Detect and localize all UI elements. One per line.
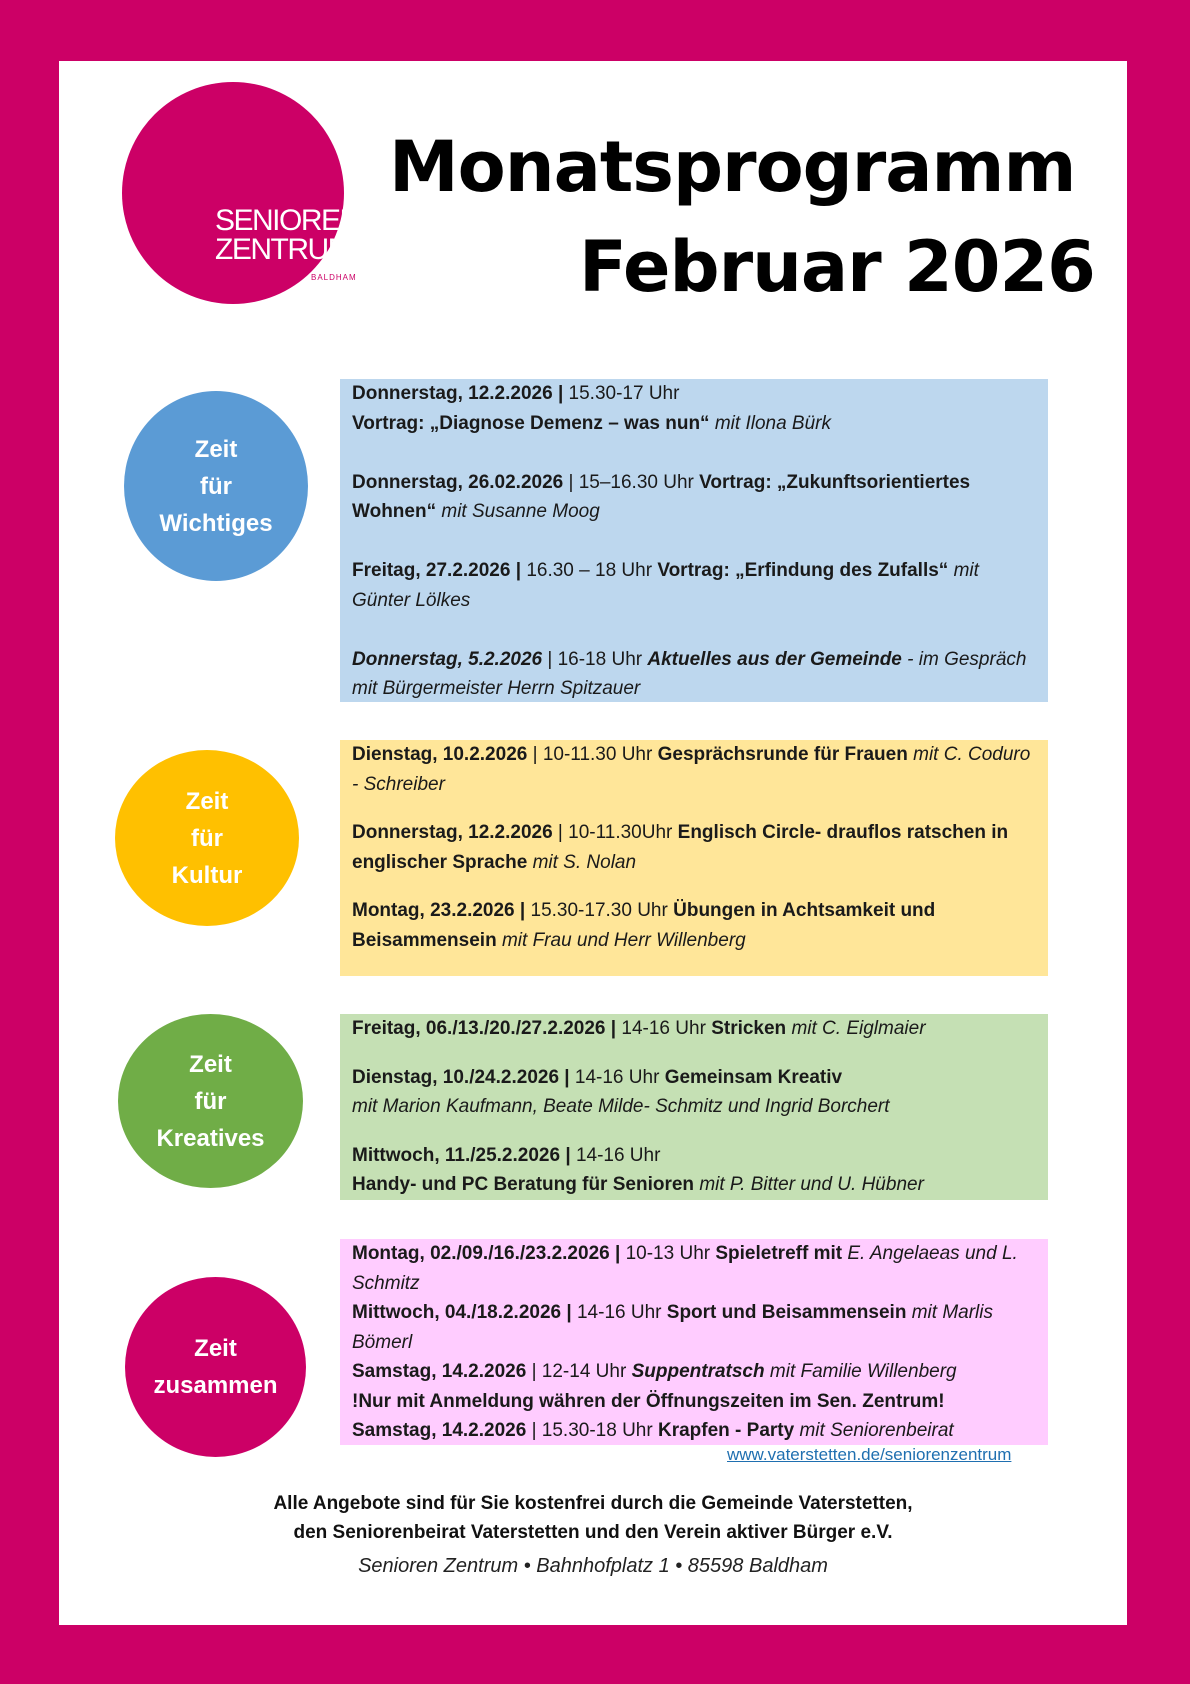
- event-host: E. Angelaeas und L. Schmitz: [352, 1243, 1018, 1294]
- event-time: 15.30-17 Uhr: [568, 383, 680, 404]
- event-title: Spieletreff mit: [715, 1243, 843, 1264]
- event-date: Donnerstag, 12.2.2026: [352, 822, 553, 843]
- funding-line1: Alle Angebote sind für Sie kostenfrei durch die Gemeinde Vaterstetten,: [273, 1493, 913, 1514]
- page-subtitle: Februar 2026: [579, 226, 1095, 308]
- event-title: Vortrag: „Zukunftsorientiertes Wohnen“: [352, 471, 971, 522]
- event-host: mit Marlis Bömerl: [352, 1302, 993, 1353]
- event-entry: Dienstag, 10./24.2.2026 | 14-16 Uhr Gemeinsam Kreativ mit Marion Kaufmann, Beate Milde- Schmitz und Ingrid Borchert: [352, 1066, 890, 1117]
- event-title: Handy- und PC Beratung für Senioren: [352, 1174, 695, 1195]
- circle-label: Zeit: [189, 1050, 232, 1078]
- event-time: 16-18 Uhr: [557, 648, 643, 670]
- event-entry: Montag, 02./09./16./23.2.2026 | 10-13 Uhr Spieletreff mit E. Angelaeas und L. Schmitz: [352, 1243, 1018, 1294]
- event-time: 15–16.30 Uhr: [578, 471, 694, 493]
- funding-line2: den Seniorenbeirat Vaterstetten und den Verein aktiver Bürger e.V.: [293, 1522, 893, 1543]
- event-date: Samstag, 14.2.2026: [352, 1420, 527, 1441]
- event-time: 16.30 – 18 Uhr: [526, 560, 653, 581]
- circle-label: für: [191, 824, 223, 852]
- event-title: Stricken: [711, 1018, 787, 1039]
- section-circle-kultur: [115, 750, 299, 926]
- event-time: 15.30-17.30 Uhr: [530, 900, 668, 921]
- event-host: mit Marion Kaufmann, Beate Milde- Schmitz und Ingrid Borchert: [352, 1096, 890, 1117]
- program-page: [59, 61, 1127, 1625]
- event-time: 14-16 Uhr: [574, 1066, 660, 1088]
- event-date: Donnerstag, 12.2.2026: [352, 383, 553, 404]
- circle-label: Kultur: [171, 861, 243, 889]
- event-host: - im Gespräch mit Bürgermeister Herrn Spitzauer: [352, 648, 1027, 699]
- event-note: !Nur mit Anmeldung währen der Öffnungszeiten im Sen. Zentrum!: [352, 1390, 945, 1412]
- event-host: mit S. Nolan: [532, 851, 637, 873]
- event-time: 14-16 Uhr: [576, 1302, 662, 1323]
- address-line: Senioren Zentrum • Bahnhofplatz 1 • 85598 Baldham: [358, 1555, 828, 1577]
- logo-text: [215, 204, 360, 266]
- event-title: Krapfen - Party: [657, 1420, 795, 1441]
- event-date: Dienstag, 10./24.2.2026: [352, 1066, 560, 1088]
- logo-line2: ZENTRUM: [215, 233, 352, 266]
- event-time: 14-16 Uhr: [621, 1018, 706, 1039]
- circle-label: für: [200, 472, 232, 500]
- event-date: Montag, 02./09./16./23.2.2026: [352, 1243, 610, 1264]
- event-date: Montag, 23.2.2026: [352, 900, 515, 921]
- event-date: Samstag, 14.2.2026: [352, 1361, 527, 1382]
- page-title: Monatsprogramm: [389, 126, 1076, 208]
- event-host: mit Günter Lölkes: [352, 560, 979, 611]
- event-host: mit C. Coduro - Schreiber: [352, 744, 1031, 795]
- event-date: Mittwoch, 04./18.2.2026: [352, 1302, 562, 1323]
- website-link[interactable]: www.vaterstetten.de/seniorenzentrum: [727, 1445, 1012, 1464]
- section-box-zusammen: [340, 1239, 1048, 1445]
- event-entry: Donnerstag, 12.2.2026 | 15.30-17 Uhr Vortrag: „Diagnose Demenz – was nun“ mit Ilona Bürk: [352, 383, 831, 434]
- section-circle-zusammen: [125, 1277, 306, 1457]
- event-date: Donnerstag, 5.2.2026: [352, 648, 543, 670]
- event-date: Dienstag, 10.2.2026: [352, 744, 528, 765]
- event-date: Freitag, 06./13./20./27.2.2026: [352, 1018, 606, 1039]
- circle-label: Zeit: [194, 1335, 237, 1362]
- event-title: Vortrag: „Diagnose Demenz – was nun“: [352, 412, 710, 434]
- event-date: Freitag, 27.2.2026: [352, 560, 511, 581]
- event-title: Suppentratsch: [631, 1361, 765, 1382]
- logo-subtitle: BALDHAM: [311, 273, 357, 282]
- event-title: Englisch Circle- drauflos ratschen in englischer Sprache: [352, 822, 1009, 873]
- section-circle-kreatives: [118, 1014, 303, 1188]
- event-title: Gesprächsrunde für Frauen: [657, 744, 908, 765]
- logo-line1: SENIOREN: [215, 204, 360, 237]
- circle-label: Kreatives: [156, 1124, 265, 1152]
- event-entry: Montag, 23.2.2026 | 15.30-17.30 Uhr Übungen in Achtsamkeit und Beisammensein mit Frau und Herr Willenberg: [352, 900, 936, 951]
- event-entry: Donnerstag, 5.2.2026 | 16-18 Uhr Aktuelles aus der Gemeinde - im Gespräch mit Bürgermeister Herrn Spitzauer: [352, 648, 1027, 699]
- event-title: Übungen in Achtsamkeit und Beisammensein: [352, 900, 936, 951]
- event-host: mit P. Bitter und U. Hübner: [699, 1174, 924, 1195]
- event-entry: Mittwoch, 04./18.2.2026 | 14-16 Uhr Sport und Beisammensein mit Marlis Bömerl: [352, 1302, 993, 1353]
- funding-note: [59, 1489, 1127, 1547]
- event-entry: Freitag, 06./13./20./27.2.2026 | 14-16 Uhr Stricken mit C. Eiglmaier: [352, 1018, 926, 1039]
- event-entry: Dienstag, 10.2.2026 | 10-11.30 Uhr Gesprächsrunde für Frauen mit C. Coduro - Schreiber: [352, 744, 1031, 795]
- event-host: mit Frau und Herr Willenberg: [501, 929, 746, 951]
- event-time: 14-16 Uhr: [575, 1144, 661, 1166]
- circle-label: Zeit: [194, 435, 238, 463]
- logo-circle: [122, 82, 344, 304]
- event-entry: Donnerstag, 12.2.2026 | 10-11.30Uhr Englisch Circle- drauflos ratschen in englischer Sprache mit S. Nolan: [352, 822, 1009, 873]
- event-time: 10-11.30Uhr: [568, 822, 673, 843]
- event-time: 10-11.30 Uhr: [542, 744, 653, 765]
- event-host: mit C. Eiglmaier: [791, 1018, 926, 1039]
- event-time: 15.30-18 Uhr: [541, 1420, 653, 1441]
- event-host: mit Susanne Moog: [441, 501, 600, 522]
- section-box-wichtiges: [340, 379, 1048, 702]
- event-entry: Mittwoch, 11./25.2.2026 | 14-16 Uhr Handy- und PC Beratung für Senioren mit P. Bitter und U. Hübner: [352, 1144, 924, 1195]
- event-entry: Freitag, 27.2.2026 | 16.30 – 18 Uhr Vortrag: „Erfindung des Zufalls“ mit Günter Lölkes: [352, 560, 979, 611]
- event-time: 10-13 Uhr: [625, 1243, 711, 1264]
- circle-label: Zeit: [185, 787, 229, 815]
- event-host: mit Ilona Bürk: [714, 412, 831, 434]
- event-title: Vortrag: „Erfindung des Zufalls“: [657, 560, 949, 581]
- event-title: Sport und Beisammensein: [666, 1302, 907, 1323]
- section-circle-wichtiges: [124, 391, 308, 581]
- event-title: Gemeinsam Kreativ: [664, 1066, 843, 1088]
- circle-label: Wichtiges: [159, 509, 273, 537]
- event-time: 12-14 Uhr: [541, 1361, 627, 1382]
- event-entry: Samstag, 14.2.2026 | 15.30-18 Uhr Krapfen - Party mit Seniorenbeirat: [352, 1420, 954, 1441]
- circle-label: zusammen: [153, 1372, 278, 1399]
- circle-label: für: [194, 1087, 227, 1115]
- event-host: mit Seniorenbeirat: [799, 1420, 954, 1441]
- event-host: mit Familie Willenberg: [769, 1361, 957, 1382]
- event-entry: Samstag, 14.2.2026 | 12-14 Uhr Suppentratsch mit Familie Willenberg !Nur mit Anmeldung währen der Öffnungszeiten im Sen. Zentrum!: [352, 1361, 957, 1412]
- event-entry: Donnerstag, 26.02.2026 | 15–16.30 Uhr Vortrag: „Zukunftsorientiertes Wohnen“ mit Susanne Moog: [352, 471, 971, 522]
- event-title: Aktuelles aus der Gemeinde: [647, 648, 902, 670]
- event-date: Donnerstag, 26.02.2026: [352, 471, 564, 493]
- event-date: Mittwoch, 11./25.2.2026: [352, 1144, 561, 1166]
- section-box-kreatives: [340, 1014, 1048, 1200]
- section-box-kultur: [340, 740, 1048, 976]
